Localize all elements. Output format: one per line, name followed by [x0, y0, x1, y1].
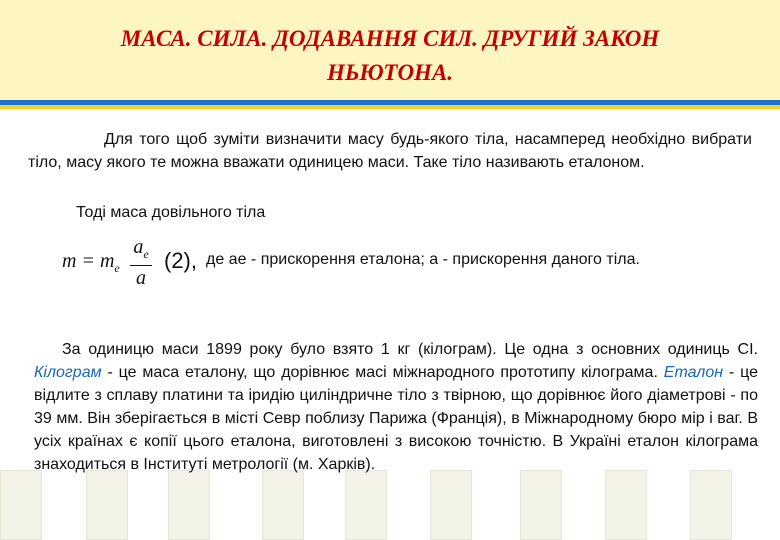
background-tile [86, 470, 128, 540]
page-title: МАСА. СИЛА. ДОДАВАННЯ СИЛ. ДРУГИЙ ЗАКОН НЬЮТОНА. [120, 26, 660, 85]
term-kilogram: Кілограм [34, 364, 102, 381]
formula-fraction [130, 236, 152, 290]
background-tile [690, 470, 732, 540]
background-tile [262, 470, 304, 540]
formula-note: де ае - прискорення еталона; а - прискорення даного тіла. [206, 251, 640, 268]
background-tile [605, 470, 647, 540]
background-tile [430, 470, 472, 540]
formula-number: (2), [164, 248, 197, 273]
mass-intro-line: Тоді маса довільного тіла [76, 204, 266, 221]
background-tile [345, 470, 387, 540]
background-tile [168, 470, 210, 540]
formula-numerator: $a_e$ [130, 236, 152, 266]
intro-paragraph: Для того щоб зуміти визначити масу будь-якого тіла, насамперед необхідно вибрати тіло, масу якого те можна вважати одиницею маси. Таке тіло називають еталоном. [28, 131, 752, 171]
formula-left-side: $m = m_e$ [62, 250, 120, 275]
kilogram-paragraph: За одиницю маси 1899 року було взято 1 кг (кілограм). Це одна з основних одиниць СІ. Кілограм - це маса еталону, що дорівнює масі міжнародного прототипу кілограма. Еталон - це відлите з сплаву платини та іридію циліндричне тіло з твірною, що дорівнює його діаметрові - по 39 мм. Він зберігається в місті Севр поблизу Парижа (Франція), в Міжнародному бюро мір і ваг. В усіх країнах є копії цього еталона, виготовлені з високою точністю. В Україні еталон кілограма знаходиться в Інституті метрології (м. Харків). [34, 341, 758, 473]
background-tile [520, 470, 562, 540]
formula-denominator: a [136, 267, 146, 289]
term-etalon: Еталон [663, 364, 724, 381]
header-banner [0, 0, 780, 100]
background-tile [0, 470, 42, 540]
header-stripe-yellow [0, 105, 780, 109]
